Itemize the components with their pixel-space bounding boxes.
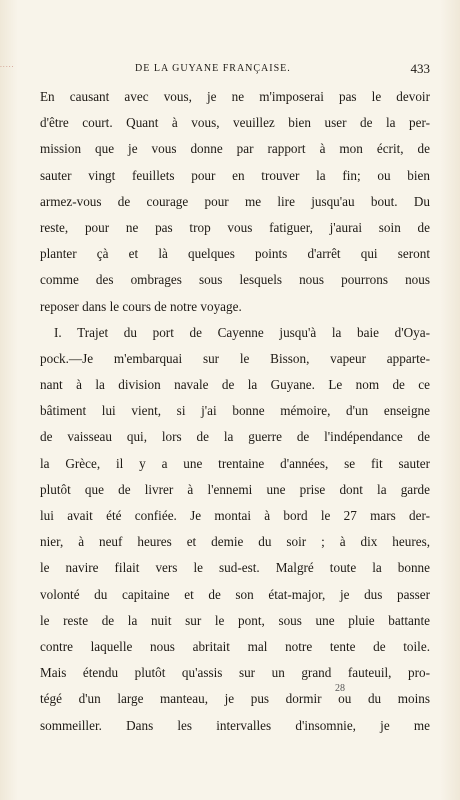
- text-line: bâtiment lui vient, si j'ai bonne mémoire, d'un enseigne: [40, 403, 430, 419]
- text-line: Mais étendu plutôt qu'assis sur un grand fauteuil, pro-: [40, 665, 430, 681]
- text-line: comme des ombrages sous lesquels nous pourrons nous: [40, 272, 430, 288]
- text-line: nant à la division navale de la Guyane. Le nom de ce: [40, 377, 430, 393]
- text-line: planter çà et là quelques points d'arrêt qui seront: [40, 246, 430, 262]
- running-title: DE LA GUYANE FRANÇAISE.: [135, 63, 291, 74]
- text-line: tégé d'un large manteau, je pus dormir ou du moins: [40, 691, 430, 707]
- signature-mark: 28: [335, 683, 345, 694]
- text-line: sauter vingt feuillets pour en trouver la fin; ou bien: [40, 167, 430, 183]
- text-line: contre laquelle nous abritait mal notre tente de toile.: [40, 638, 430, 654]
- text-line: En causant avec vous, je ne m'imposerai pas le devoir: [40, 89, 430, 104]
- text-line: mission que je vous donne par rapport à mon écrit, de: [40, 141, 430, 157]
- text-line: reste, pour ne pas trop vous fatiguer, j'aurai soin de: [40, 219, 430, 235]
- text-line: le navire filait vers le sud-est. Malgré toute la bonne: [40, 560, 430, 576]
- text-line: le reste de la nuit sur le pont, sous une pluie battante: [40, 612, 430, 628]
- running-head: [40, 60, 430, 78]
- section-heading-line: I. Trajet du port de Cayenne jusqu'à la baie d'Oya-: [54, 324, 430, 340]
- text-line: la Grèce, il y a une trentaine d'années, se fit sauter: [40, 455, 430, 471]
- text-line: de vaisseau qui, lors de la guerre de l'indépendance de: [40, 429, 430, 445]
- text-line: nier, à neuf heures et demie du soir ; à dix heures,: [40, 534, 430, 550]
- text-line: pock.—Je m'embarquai sur le Bisson, vapeur apparte-: [40, 350, 430, 366]
- text-line: lui avait été confiée. Je montai à bord le 27 mars der-: [40, 508, 430, 523]
- page-number: 433: [410, 61, 430, 76]
- text-line: armez-vous de courage pour me lire jusqu'au bout. Du: [40, 193, 430, 209]
- text-line: volonté du capitaine et de son état-major, je dus passer: [40, 586, 430, 602]
- body-text: [40, 84, 430, 739]
- text-line: sommeiller. Dans les intervalles d'insomnie, je me: [40, 717, 430, 733]
- text-line: plutôt que de livrer à l'ennemi une prise dont la garde: [40, 481, 430, 497]
- margin-mark: .....: [0, 62, 15, 69]
- text-line: d'être court. Quant à vous, veuillez bien user de la per-: [40, 115, 430, 131]
- text-line: reposer dans le cours de notre voyage.: [40, 298, 242, 314]
